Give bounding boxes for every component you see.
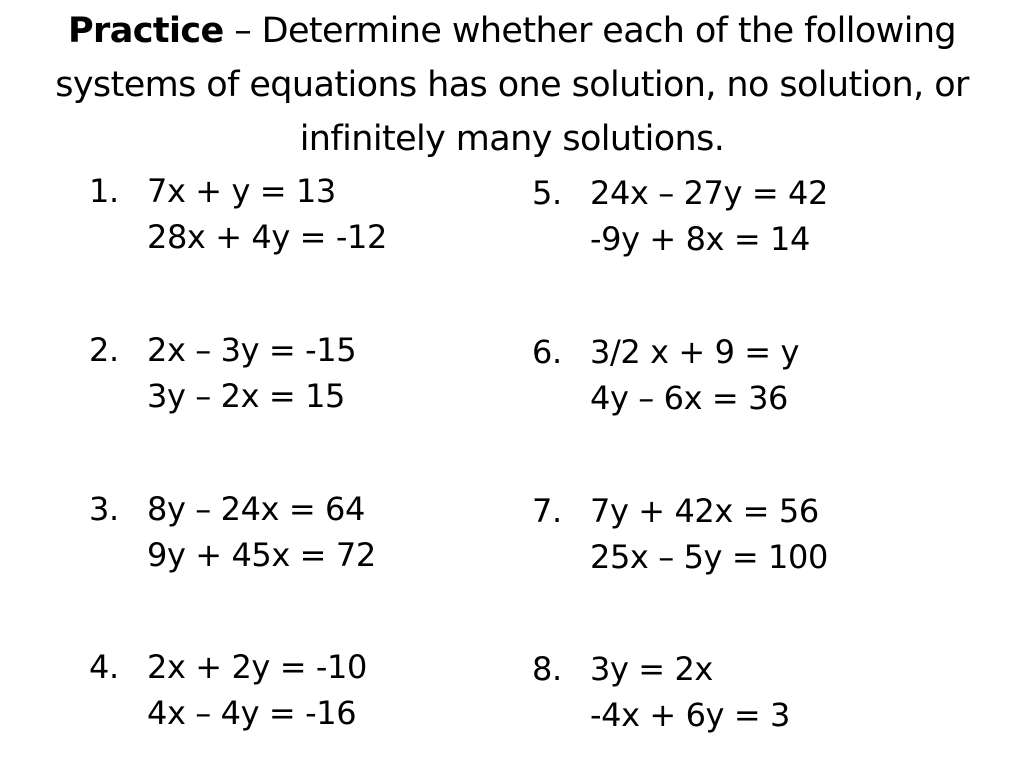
problem-number: 3.	[89, 490, 119, 528]
equation-1: 8y – 24x = 64	[147, 490, 365, 528]
equation-1: 7y + 42x = 56	[590, 492, 819, 530]
equation-2: 4y – 6x = 36	[590, 379, 789, 417]
equation-2: 28x + 4y = -12	[147, 218, 387, 256]
equation-1: 2x + 2y = -10	[147, 648, 367, 686]
problem-number: 2.	[89, 331, 119, 369]
problem-number: 6.	[532, 333, 562, 371]
equation-1: 24x – 27y = 42	[590, 174, 828, 212]
title-line-1-text: – Determine whether each of the following	[223, 11, 957, 51]
page-title	[0, 4, 1024, 166]
problem-number: 8.	[532, 650, 562, 688]
equation-1: 3y = 2x	[590, 650, 713, 688]
equation-1: 7x + y = 13	[147, 172, 336, 210]
equation-2: 4x – 4y = -16	[147, 694, 357, 732]
title-bold-word: Practice	[67, 11, 224, 51]
equation-2: -4x + 6y = 3	[590, 696, 791, 734]
title-line-2: systems of equations has one solution, no solution, or	[55, 65, 969, 105]
problem-number: 7.	[532, 492, 562, 530]
equation-1: 2x – 3y = -15	[147, 331, 357, 369]
problem-number: 4.	[89, 648, 119, 686]
equation-1: 3/2 x + 9 = y	[590, 333, 800, 371]
equation-2: 3y – 2x = 15	[147, 377, 346, 415]
equation-2: 25x – 5y = 100	[590, 538, 828, 576]
title-line-1	[0, 4, 1024, 58]
problem-number: 5.	[532, 174, 562, 212]
problem-number: 1.	[89, 172, 119, 210]
title-line-3: infinitely many solutions.	[299, 119, 725, 159]
equation-2: -9y + 8x = 14	[590, 220, 810, 258]
equation-2: 9y + 45x = 72	[147, 536, 376, 574]
